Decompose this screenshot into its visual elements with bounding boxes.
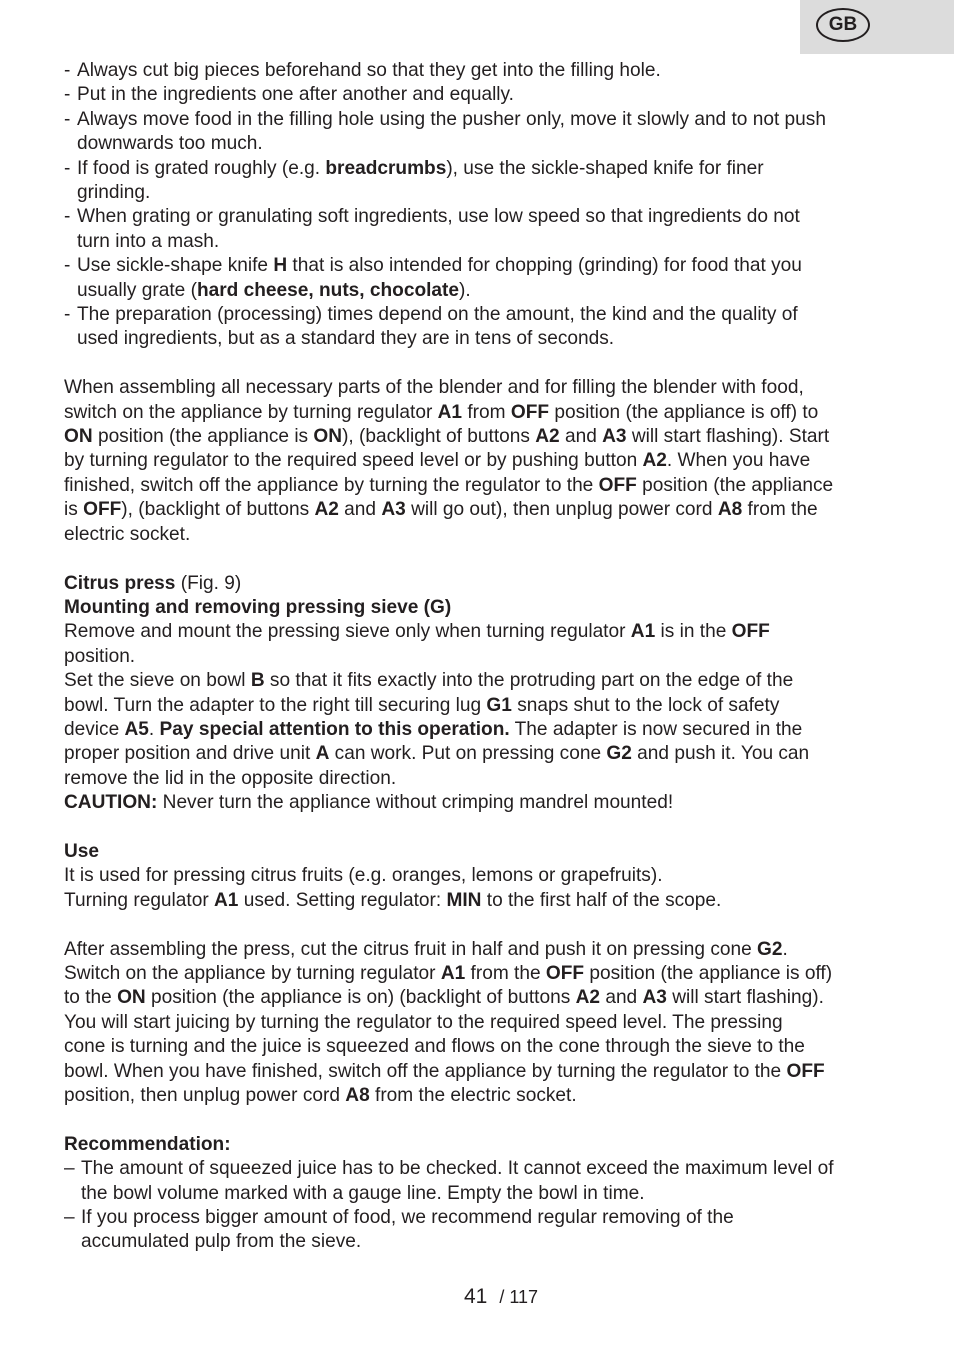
tips-list — [64, 59, 904, 352]
text-line: Switch on the appliance by turning regulator A1 from the OFF position (the appliance is off) — [64, 962, 833, 984]
list-item: turn into a mash. — [77, 230, 220, 252]
text-line: CAUTION: Never turn the appliance without crimping mandrel mounted! — [64, 792, 674, 814]
text-line: It is used for pressing citrus fruits (e.g. oranges, lemons or grapefruits). — [64, 865, 663, 887]
list-item: used ingredients, but as a standard they are in tens of seconds. — [77, 328, 615, 350]
list-item: the bowl volume marked with a gauge line. Empty the bowl in time. — [81, 1182, 645, 1204]
list-item: - Always cut big pieces beforehand so that they get into the filling hole. — [64, 60, 661, 81]
list-item: - Use sickle-shape knife H that is also intended for chopping (grinding) for food that you — [64, 255, 802, 277]
list-item: grinding. — [77, 182, 151, 204]
total-pages: / 117 — [499, 1287, 539, 1307]
recommendation-heading: Recommendation: — [64, 1133, 231, 1155]
text-line: Citrus press (Fig. 9) — [64, 572, 242, 594]
text-line: Set the sieve on bowl B so that it fits exactly into the protruding part on the edge of the — [64, 670, 794, 692]
text-line: remove the lid in the opposite direction. — [64, 767, 397, 789]
list-item: - Always move food in the filling hole using the pusher only, move it slowly and to not push — [64, 108, 826, 130]
juicing-paragraph — [64, 938, 904, 1109]
current-page: 41 — [464, 1285, 488, 1308]
text-line: You will start juicing by turning the regulator to the required speed level. The pressing — [64, 1011, 783, 1033]
text-line: cone is turning and the juice is squeezed and flows on the cone through the sieve to the — [64, 1036, 805, 1058]
list-item: – If you process bigger amount of food, we recommend regular removing of the — [64, 1207, 734, 1229]
language-badge: GB — [816, 8, 870, 42]
text-line: ON position (the appliance is ON), (backlight of buttons A2 and A3 will start flashing). Start — [64, 426, 830, 448]
page-number — [464, 1285, 538, 1309]
text-line: proper position and drive unit A can work. Put on pressing cone G2 and push it. You can — [64, 743, 810, 765]
text-line: bowl. When you have finished, switch off the appliance by turning the regulator to the OFF — [64, 1060, 825, 1082]
language-tab — [800, 0, 954, 54]
list-item: accumulated pulp from the sieve. — [81, 1231, 362, 1253]
text-line: is OFF), (backlight of buttons A2 and A3 will go out), then unplug power cord A8 from the — [64, 499, 818, 521]
assembling-paragraph — [64, 376, 904, 547]
text-line: When assembling all necessary parts of the blender and for filling the blender with food, — [64, 377, 804, 399]
text-line: device A5. Pay special attention to this operation. The adapter is now secured in the — [64, 718, 803, 740]
text-line: position, then unplug power cord A8 from the electric socket. — [64, 1085, 577, 1106]
text-line: finished, switch off the appliance by turning the regulator to the OFF position (the appliance — [64, 474, 834, 496]
text-line: position. — [64, 645, 136, 667]
text-line: by turning regulator to the required speed level or by pushing button A2. When you have — [64, 450, 811, 472]
list-item: – The amount of squeezed juice has to be checked. It cannot exceed the maximum level of — [64, 1158, 834, 1180]
text-line: After assembling the press, cut the citrus fruit in half and push it on pressing cone G2. — [64, 938, 788, 960]
list-item: - The preparation (processing) times depend on the amount, the kind and the quality of — [64, 304, 798, 326]
list-item: - Put in the ingredients one after another and equally. — [64, 84, 514, 106]
list-item: - When grating or granulating soft ingredients, use low speed so that ingredients do not — [64, 206, 800, 228]
text-line: Use — [64, 840, 100, 862]
list-item: - If food is grated roughly (e.g. breadcrumbs), use the sickle-shaped knife for finer — [64, 157, 764, 179]
text-line: bowl. Turn the adapter to the right till securing lug G1 snaps shut to the lock of safety — [64, 694, 780, 716]
use-section — [64, 840, 904, 913]
list-item: usually grate (hard cheese, nuts, chocolate). — [77, 279, 471, 301]
list-item: downwards too much. — [77, 133, 263, 155]
text-line: to the ON position (the appliance is on) (backlight of buttons A2 and A3 will start flashing). — [64, 987, 824, 1009]
text-line: Turning regulator A1 used. Setting regulator: MIN to the first half of the scope. — [64, 889, 722, 911]
text-line: Mounting and removing pressing sieve (G) — [64, 596, 452, 618]
citrus-press-section — [64, 572, 904, 816]
text-line: electric socket. — [64, 523, 191, 545]
recommendation-list — [64, 1157, 904, 1255]
text-line: switch on the appliance by turning regulator A1 from OFF position (the appliance is off) to — [64, 401, 819, 423]
text-line: Remove and mount the pressing sieve only when turning regulator A1 is in the OFF — [64, 621, 770, 643]
page-content — [64, 59, 904, 1255]
